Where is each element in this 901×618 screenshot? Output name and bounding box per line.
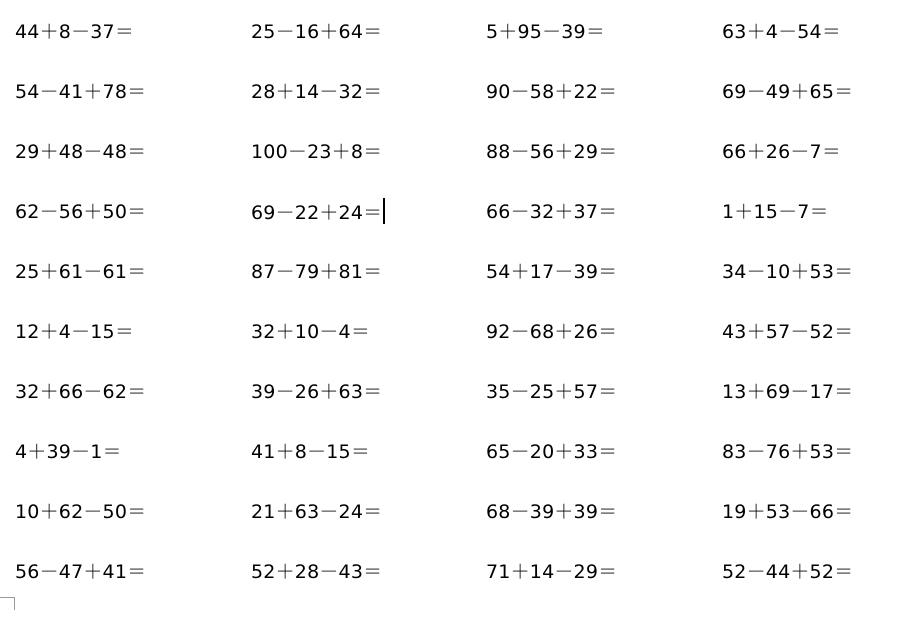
problem-item[interactable] — [15, 258, 251, 286]
problem-text: 32＋66－62＝ — [15, 381, 147, 403]
problem-item[interactable] — [251, 78, 486, 106]
problem-text: 62－56＋50＝ — [15, 201, 147, 223]
problem-item[interactable] — [15, 198, 251, 226]
problem-text: 13＋69－17＝ — [722, 381, 854, 403]
problem-text: 29＋48－48＝ — [15, 141, 147, 163]
problem-item[interactable] — [722, 498, 885, 526]
problem-text: 41＋8－15＝ — [251, 441, 371, 463]
problem-text: 90－58＋22＝ — [486, 81, 618, 103]
problem-text: 100－23＋8＝ — [251, 141, 383, 163]
problem-text: 28＋14－32＝ — [251, 81, 383, 103]
problem-text: 83－76＋53＝ — [722, 441, 854, 463]
problem-text: 71＋14－29＝ — [486, 561, 618, 583]
problem-item[interactable] — [251, 138, 486, 166]
problem-item[interactable] — [486, 438, 722, 466]
problem-item[interactable] — [251, 198, 486, 226]
problem-text: 12＋4－15＝ — [15, 321, 135, 343]
problem-text: 4＋39－1＝ — [15, 441, 122, 463]
problem-text: 32＋10－4＝ — [251, 321, 371, 343]
problem-item[interactable] — [722, 138, 885, 166]
problem-grid — [15, 18, 885, 618]
problem-text: 19＋53－66＝ — [722, 501, 854, 523]
problem-item[interactable] — [15, 78, 251, 106]
problem-text: 52＋28－43＝ — [251, 561, 383, 583]
problem-text: 5＋95－39＝ — [486, 21, 606, 43]
problem-text: 66－32＋37＝ — [486, 201, 618, 223]
problem-item[interactable] — [486, 558, 722, 586]
problem-text: 63＋4－54＝ — [722, 21, 842, 43]
problem-item[interactable] — [722, 78, 885, 106]
problem-text: 87－79＋81＝ — [251, 261, 383, 283]
problem-item[interactable] — [15, 138, 251, 166]
problem-text: 54＋17－39＝ — [486, 261, 618, 283]
problem-item[interactable] — [486, 318, 722, 346]
problem-text: 44＋8－37＝ — [15, 21, 135, 43]
problem-text: 52－44＋52＝ — [722, 561, 854, 583]
problem-item[interactable] — [15, 318, 251, 346]
problem-item[interactable] — [722, 438, 885, 466]
problem-text: 1＋15－7＝ — [722, 201, 829, 223]
page-corner-mark — [0, 597, 15, 610]
text-cursor — [383, 198, 385, 224]
problem-text: 25＋61－61＝ — [15, 261, 147, 283]
problem-item[interactable] — [251, 438, 486, 466]
problem-item[interactable] — [251, 18, 486, 46]
problem-text: 21＋63－24＝ — [251, 501, 383, 523]
problem-item[interactable] — [15, 18, 251, 46]
problem-item[interactable] — [251, 318, 486, 346]
problem-item[interactable] — [251, 558, 486, 586]
problem-item[interactable] — [486, 198, 722, 226]
problem-item[interactable] — [15, 438, 251, 466]
problem-item[interactable] — [722, 258, 885, 286]
problem-text: 69－22＋24＝ — [251, 202, 383, 224]
problem-item[interactable] — [486, 78, 722, 106]
problem-text: 69－49＋65＝ — [722, 81, 854, 103]
problem-item[interactable] — [15, 558, 251, 586]
problem-item[interactable] — [722, 18, 885, 46]
problem-text: 54－41＋78＝ — [15, 81, 147, 103]
problem-item[interactable] — [251, 378, 486, 406]
problem-text: 66＋26－7＝ — [722, 141, 842, 163]
problem-item[interactable] — [722, 198, 885, 226]
problem-item[interactable] — [486, 18, 722, 46]
problem-item[interactable] — [722, 558, 885, 586]
problem-text: 65－20＋33＝ — [486, 441, 618, 463]
problem-text: 88－56＋29＝ — [486, 141, 618, 163]
problem-text: 92－68＋26＝ — [486, 321, 618, 343]
problem-item[interactable] — [722, 318, 885, 346]
problem-item[interactable] — [251, 258, 486, 286]
problem-text: 68－39＋39＝ — [486, 501, 618, 523]
problem-item[interactable] — [486, 138, 722, 166]
problem-text: 25－16＋64＝ — [251, 21, 383, 43]
problem-text: 43＋57－52＝ — [722, 321, 854, 343]
problem-item[interactable] — [486, 378, 722, 406]
problem-item[interactable] — [486, 498, 722, 526]
problem-item[interactable] — [486, 258, 722, 286]
problem-item[interactable] — [251, 498, 486, 526]
problem-text: 34－10＋53＝ — [722, 261, 854, 283]
problem-item[interactable] — [722, 378, 885, 406]
problem-text: 10＋62－50＝ — [15, 501, 147, 523]
problem-text: 35－25＋57＝ — [486, 381, 618, 403]
problem-item[interactable] — [15, 498, 251, 526]
problem-text: 56－47＋41＝ — [15, 561, 147, 583]
problem-text: 39－26＋63＝ — [251, 381, 383, 403]
problem-item[interactable] — [15, 378, 251, 406]
